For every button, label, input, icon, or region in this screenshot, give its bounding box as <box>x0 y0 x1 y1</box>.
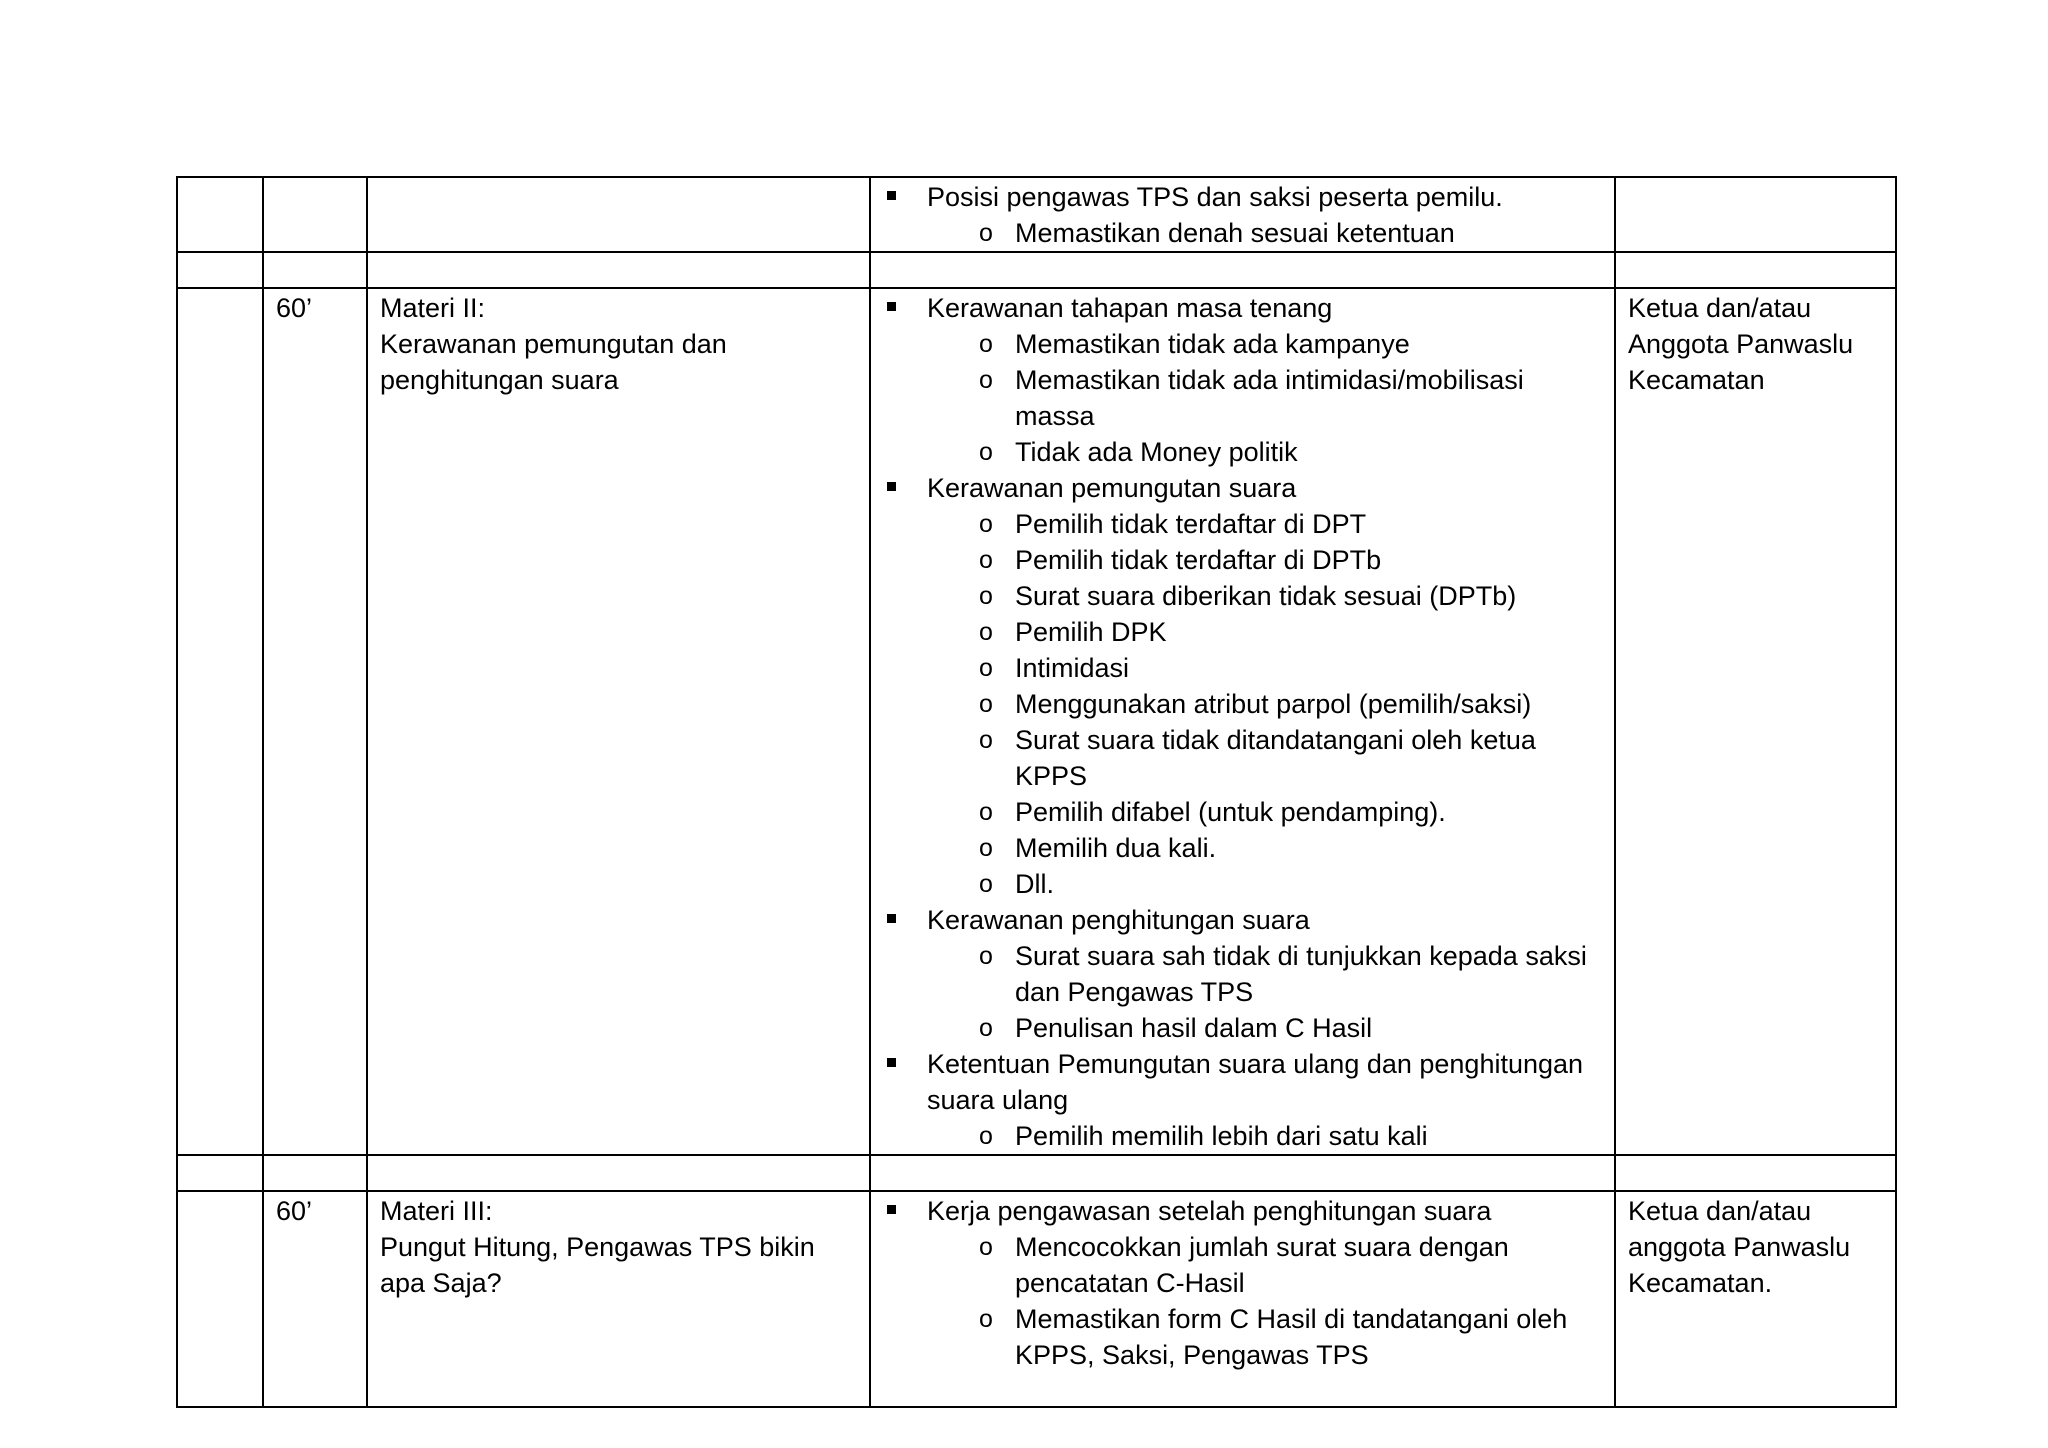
square-bullet-icon <box>887 1058 896 1067</box>
sub-list-item: o Intimidasi <box>883 650 1602 686</box>
cell-speaker: Ketua dan/atau anggota Panwaslu Kecamatan. <box>1615 1191 1896 1407</box>
square-bullet-icon <box>887 1205 896 1214</box>
list-item: Kerawanan pemungutan suara <box>883 470 1602 506</box>
cell-duration <box>263 177 367 252</box>
circle-bullet-icon: o <box>979 834 993 862</box>
cell-speaker: Ketua dan/atau Anggota Panwaslu Kecamatan <box>1615 288 1896 1155</box>
cell-topic <box>367 177 870 252</box>
cell-duration: 60’ <box>263 288 367 1155</box>
sub-list-item: o Pemilih tidak terdaftar di DPT <box>883 506 1602 542</box>
table-row-empty <box>177 252 1896 288</box>
circle-bullet-icon: o <box>979 510 993 538</box>
list-item: Kerja pengawasan setelah penghitungan suara <box>883 1193 1602 1229</box>
list-item: Posisi pengawas TPS dan saksi peserta pemilu. <box>883 179 1602 215</box>
circle-bullet-icon: o <box>979 546 993 574</box>
empty-cell <box>870 1155 1615 1191</box>
empty-cell <box>263 252 367 288</box>
schedule-table <box>176 176 1897 1408</box>
circle-bullet-icon: o <box>979 582 993 610</box>
empty-cell <box>177 1155 263 1191</box>
sub-list-item: o Pemilih DPK <box>883 614 1602 650</box>
circle-bullet-icon: o <box>979 690 993 718</box>
topic-title: Pungut Hitung, Pengawas TPS bikin apa Saja? <box>380 1232 815 1298</box>
circle-bullet-icon: o <box>979 870 993 898</box>
list-item: Kerawanan penghitungan suara <box>883 902 1602 938</box>
circle-bullet-icon: o <box>979 1233 993 1261</box>
square-bullet-icon <box>887 191 896 200</box>
cell-topic <box>367 288 870 1155</box>
circle-bullet-icon: o <box>979 1305 993 1333</box>
sub-list-item: o Penulisan hasil dalam C Hasil <box>883 1010 1602 1046</box>
list-item: Ketentuan Pemungutan suara ulang dan penghitungan suara ulang <box>883 1046 1602 1118</box>
sub-list-item: o Pemilih tidak terdaftar di DPTb <box>883 542 1602 578</box>
cell-no <box>177 177 263 252</box>
circle-bullet-icon: o <box>979 654 993 682</box>
circle-bullet-icon: o <box>979 330 993 358</box>
sub-list-item: o Pemilih difabel (untuk pendamping). <box>883 794 1602 830</box>
empty-cell <box>263 1155 367 1191</box>
circle-bullet-icon: o <box>979 942 993 970</box>
topic-heading: Materi II: <box>380 293 486 323</box>
square-bullet-icon <box>887 482 896 491</box>
sub-list-item: o Memastikan form C Hasil di tandatangani oleh KPPS, Saksi, Pengawas TPS <box>883 1301 1602 1373</box>
empty-cell <box>870 252 1615 288</box>
circle-bullet-icon: o <box>979 618 993 646</box>
cell-no <box>177 288 263 1155</box>
square-bullet-icon <box>887 302 896 311</box>
empty-cell <box>177 252 263 288</box>
circle-bullet-icon: o <box>979 366 993 394</box>
sub-list-item: o Menggunakan atribut parpol (pemilih/saksi) <box>883 686 1602 722</box>
cell-topic <box>367 1191 870 1407</box>
topic-heading: Materi III: <box>380 1196 493 1226</box>
sub-list-item: o Memastikan denah sesuai ketentuan <box>883 215 1602 251</box>
cell-duration: 60’ <box>263 1191 367 1407</box>
empty-cell <box>367 1155 870 1191</box>
circle-bullet-icon: o <box>979 1014 993 1042</box>
sub-list-item: o Surat suara sah tidak di tunjukkan kepada saksi dan Pengawas TPS <box>883 938 1602 1010</box>
circle-bullet-icon: o <box>979 1122 993 1150</box>
cell-content <box>870 1191 1615 1407</box>
list-item: Kerawanan tahapan masa tenang <box>883 290 1602 326</box>
square-bullet-icon <box>887 914 896 923</box>
empty-cell <box>367 252 870 288</box>
table-row <box>177 288 1896 1155</box>
sub-list-item: o Surat suara diberikan tidak sesuai (DPTb) <box>883 578 1602 614</box>
cell-no <box>177 1191 263 1407</box>
cell-content <box>870 288 1615 1155</box>
sub-list-item: o Mencocokkan jumlah surat suara dengan pencatatan C-Hasil <box>883 1229 1602 1301</box>
empty-cell <box>1615 252 1896 288</box>
table-row-empty <box>177 1155 1896 1191</box>
sub-list-item: o Surat suara tidak ditandatangani oleh ketua KPPS <box>883 722 1602 794</box>
table-row <box>177 1191 1896 1407</box>
sub-list-item: o Memilih dua kali. <box>883 830 1602 866</box>
cell-content <box>870 177 1615 252</box>
empty-cell <box>1615 1155 1896 1191</box>
circle-bullet-icon: o <box>979 726 993 754</box>
table-row <box>177 177 1896 252</box>
sub-list-item: o Dll. <box>883 866 1602 902</box>
sub-list-item: o Pemilih memilih lebih dari satu kali <box>883 1118 1602 1154</box>
cell-speaker <box>1615 177 1896 252</box>
circle-bullet-icon: o <box>979 438 993 466</box>
sub-list-item: o Tidak ada Money politik <box>883 434 1602 470</box>
circle-bullet-icon: o <box>979 219 993 247</box>
circle-bullet-icon: o <box>979 798 993 826</box>
topic-title: Kerawanan pemungutan dan penghitungan suara <box>380 329 727 395</box>
sub-list-item: o Memastikan tidak ada intimidasi/mobilisasi massa <box>883 362 1602 434</box>
sub-list-item: o Memastikan tidak ada kampanye <box>883 326 1602 362</box>
